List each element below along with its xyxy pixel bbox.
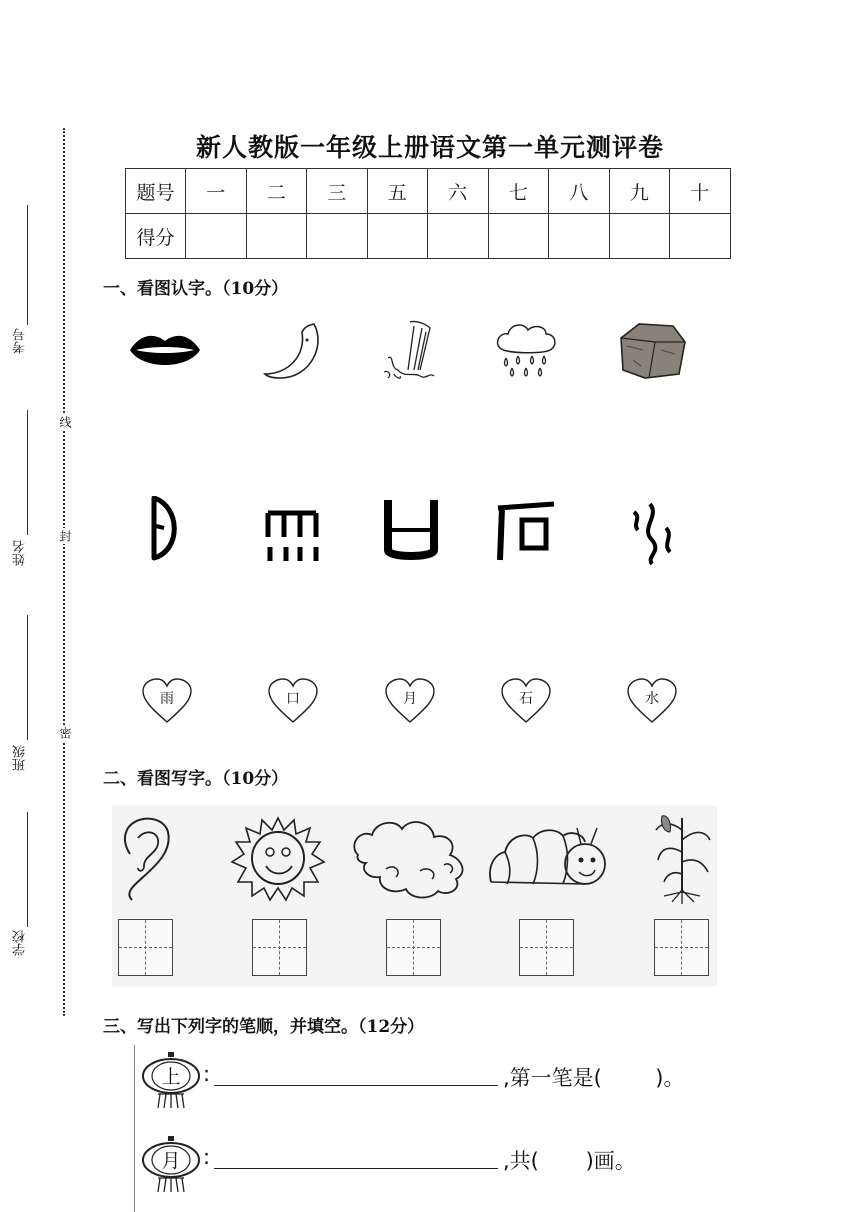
- lantern-badge-yue: [140, 1134, 202, 1194]
- score-table-header-row: [126, 169, 731, 214]
- item2-colon: :: [203, 1145, 211, 1169]
- heart-char: 雨: [160, 691, 174, 707]
- heart-card-yue[interactable]: [384, 678, 436, 724]
- lantern-badge-shang: [140, 1050, 202, 1110]
- heart-char: 石: [519, 691, 533, 707]
- score-row-label: 得分: [126, 214, 186, 259]
- kaohao-label: 考号: [13, 328, 28, 354]
- heart-card-kou[interactable]: [267, 678, 319, 724]
- section3-heading: 三、写出下列字的笔顺，并填空。（12分）: [103, 1017, 425, 1037]
- section2-heading: 二、看图写字。（10分）: [103, 769, 289, 789]
- ancient-moon-glyph: [148, 496, 184, 562]
- score-input-cell[interactable]: [488, 214, 549, 259]
- writing-grid-box[interactable]: [252, 919, 307, 976]
- item2-suffix: ,共( )画。: [503, 1149, 636, 1173]
- score-header-cell: 十: [670, 169, 731, 214]
- lips-icon: [128, 330, 202, 374]
- seal-mark-xian: 线: [58, 416, 72, 428]
- page-title: 新人教版一年级上册语文第一单元测评卷: [195, 133, 664, 162]
- ancient-mouth-glyph: [382, 498, 440, 564]
- section1-heading: 一、看图认字。（10分）: [103, 279, 289, 299]
- writing-grid-box[interactable]: [118, 919, 173, 976]
- heart-char: 口: [286, 691, 300, 707]
- ancient-water-glyph: [628, 500, 676, 566]
- score-header-cell: 三: [307, 169, 368, 214]
- item1-suffix: ,第一笔是( )。: [503, 1066, 685, 1090]
- ancient-rain-glyph: [264, 505, 322, 567]
- sun-icon: [230, 812, 326, 904]
- seal-mark-feng: 封: [58, 530, 72, 542]
- ancient-stone-glyph: [492, 498, 558, 564]
- waterfall-icon: [380, 318, 438, 384]
- writing-grid-box[interactable]: [654, 919, 709, 976]
- score-table: [125, 168, 731, 259]
- rain-cloud-icon: [492, 320, 560, 382]
- class-label: 班级: [13, 745, 28, 771]
- writing-grid-box[interactable]: [386, 919, 441, 976]
- section3-left-rule: [134, 1045, 135, 1212]
- score-input-cell[interactable]: [549, 214, 610, 259]
- score-input-cell[interactable]: [246, 214, 307, 259]
- score-header-cell: 一: [186, 169, 247, 214]
- score-header-cell: 七: [488, 169, 549, 214]
- lantern-char: 上: [161, 1066, 181, 1088]
- score-table-score-row: [126, 214, 731, 259]
- writing-grid-box[interactable]: [519, 919, 574, 976]
- cloud-icon: [350, 815, 474, 901]
- seal-mark-mi: 密: [58, 727, 72, 739]
- score-input-cell[interactable]: [670, 214, 731, 259]
- score-header-cell: 八: [549, 169, 610, 214]
- class-line: [27, 615, 28, 740]
- item2-stroke-order-blank[interactable]: [214, 1168, 498, 1169]
- score-header-cell: 九: [609, 169, 670, 214]
- kaohao-line: [27, 205, 28, 325]
- caterpillar-icon: [485, 820, 611, 896]
- score-header-cell: 二: [246, 169, 307, 214]
- stone-icon: [615, 320, 689, 382]
- school-label: 学校: [13, 930, 28, 956]
- score-input-cell[interactable]: [428, 214, 489, 259]
- score-input-cell[interactable]: [367, 214, 428, 259]
- moon-icon: [262, 320, 326, 384]
- name-line: [27, 410, 28, 535]
- lantern-char: 月: [161, 1150, 181, 1172]
- score-header-cell: 六: [428, 169, 489, 214]
- item1-colon: :: [203, 1062, 211, 1086]
- heart-card-yu[interactable]: [141, 678, 193, 724]
- score-input-cell[interactable]: [186, 214, 247, 259]
- score-input-cell[interactable]: [307, 214, 368, 259]
- ear-icon: [118, 812, 176, 904]
- binding-dotted-line: [63, 128, 65, 1016]
- heart-card-shi[interactable]: [500, 678, 552, 724]
- school-line: [27, 812, 28, 927]
- name-label: 姓名: [13, 540, 28, 566]
- heart-char: 水: [645, 691, 659, 707]
- heart-char: 月: [403, 691, 417, 707]
- heart-card-shui[interactable]: [626, 678, 678, 724]
- item1-stroke-order-blank[interactable]: [214, 1085, 498, 1086]
- score-header-cell: 五: [367, 169, 428, 214]
- score-header-cell: 题号: [126, 169, 186, 214]
- corn-plant-icon: [652, 810, 714, 906]
- score-input-cell[interactable]: [609, 214, 670, 259]
